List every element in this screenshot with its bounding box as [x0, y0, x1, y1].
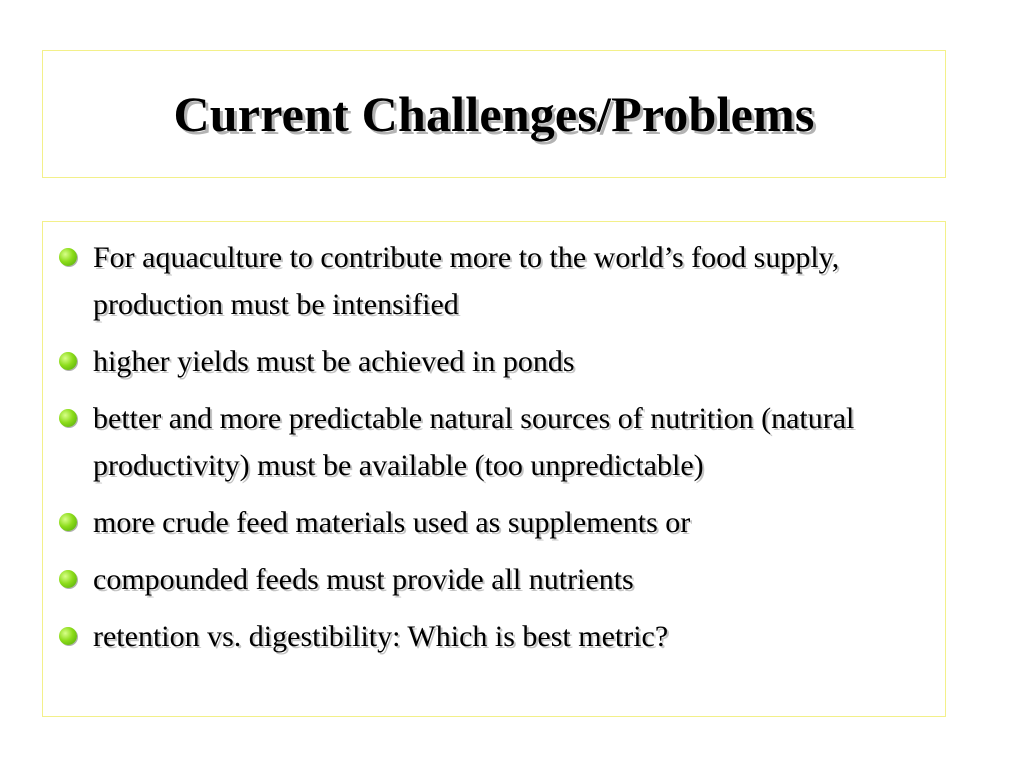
title-box [42, 50, 946, 178]
bullet-item [55, 395, 925, 489]
bullet-text: better and more predictable natural sources of nutrition (natural productivity) must be available (too unpredictable) [93, 402, 855, 482]
bullet-text: retention vs. digestibility: Which is best metric? [93, 620, 669, 653]
bullet-item [55, 234, 925, 328]
slide-title: Current Challenges/Problems [173, 86, 815, 142]
bullet-text: For aquaculture to contribute more to the world’s food supply, production must be intensified [93, 241, 840, 321]
green-dot-icon [59, 513, 77, 531]
bullet-item [55, 338, 925, 385]
bullet-item [55, 556, 925, 603]
bullet-text: more crude feed materials used as supplements or [93, 506, 691, 539]
bullet-text: compounded feeds must provide all nutrients [93, 563, 634, 596]
bullet-list [43, 222, 945, 660]
green-dot-icon [59, 409, 77, 427]
bullet-item [55, 499, 925, 546]
green-dot-icon [59, 352, 77, 370]
bullet-text: higher yields must be achieved in ponds [93, 345, 575, 378]
body-box [42, 221, 946, 717]
green-dot-icon [59, 248, 77, 266]
bullet-item [55, 613, 925, 660]
green-dot-icon [59, 570, 77, 588]
green-dot-icon [59, 627, 77, 645]
